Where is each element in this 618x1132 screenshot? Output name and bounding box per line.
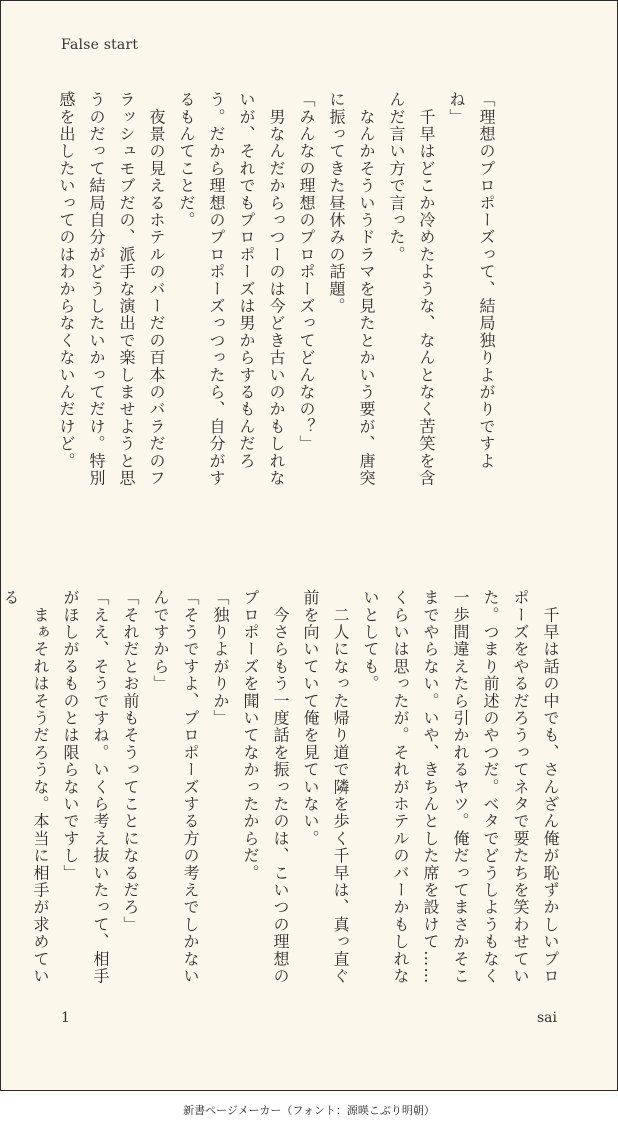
text-column-top: 「理想のプロポーズって、結局独りよがりですよね」 千早はどこか冷めたような、なんとなく苦笑を含んだ言い方で言った。 なんかそういうドラマを見たとかいう要が、唐突に振ってきた昼休みの話題。 「みんなの理想のプロポーズってどんなの？」 男なんだからっつーのは今どき古いのかもしれないが、それでもプロポーズは男からするもんだろう。だから理想のプロポーズっつったら、自分がするもんてことだ。 夜景の見えるホテルのバーだの百本のバラだのフラッシュモブだの、派手な演出で楽しませようと思うのだって結局自分がどうしたいかってだけ。特別感を出したいってのはわからなくないんだけど。 bbox=[57, 91, 496, 487]
author-name: sai bbox=[536, 1010, 557, 1026]
page-number: 1 bbox=[61, 1010, 70, 1026]
running-header-title: False start bbox=[61, 37, 139, 53]
footer-credit: 新書ページメーカー（フォント：源暎こぶり明朝） bbox=[183, 1104, 435, 1117]
text-column-bottom: 千早は話の中でも、さんざん俺が恥ずかしいプロポーズをやるだろうってネタで要たちを笑わせていた。つまり前述のやつだ。ベタでどうしようもなく一歩間違えたら引かれるヤツ。俺だってまさかそこまでやらない。いや、きちんとした席を設けて……くらいは思ったが。それがホテルのバーかもしれないとしても。 二人になった帰り道で隣を歩く千早は、真っ直ぐ前を向いていて俺を見ていない。 今さらもう一度話を振ったのは、こいつの理想のプロポーズを聞いてなかったからだ。 「独りよがりか」 「そうですよ、プロポーズする方の考えでしかないんですから」 「それだとお前もそうってことになるだろ」 「ええ、そうですね。いくら考え抜いたって、相手がほしがるものとは限らないですし」 まぁそれはそうだろうな。本当に相手が求めている bbox=[1, 589, 560, 985]
